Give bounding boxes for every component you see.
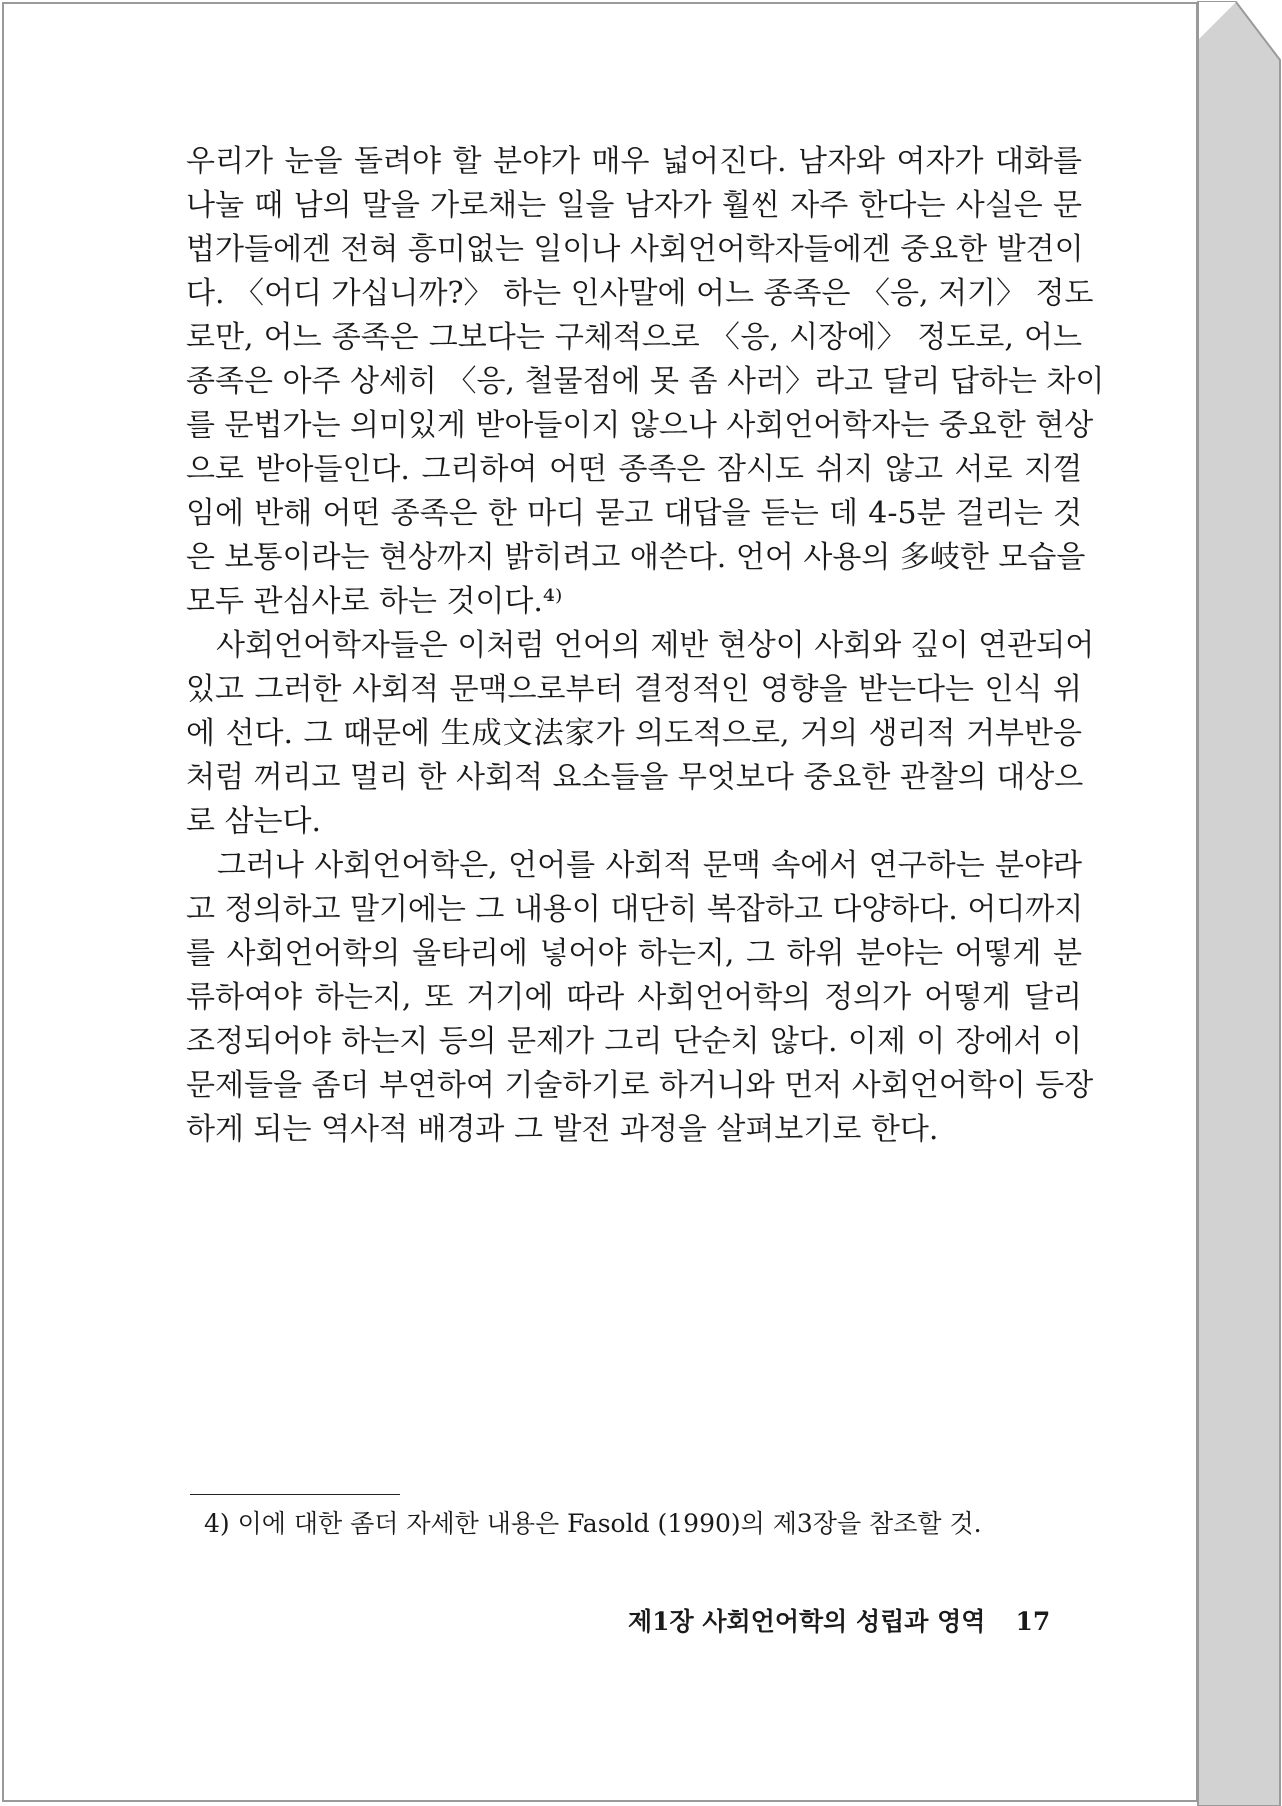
- text-line: 를 문법가는 의미있게 받아들이지 않으나 사회언어학자는 중요한 현상: [186, 408, 1094, 443]
- text-line: 를 사회언어학의 울타리에 넣어야 하는지, 그 하위 분야는 어떻게 분: [186, 936, 1082, 971]
- footnote-divider: [190, 1494, 400, 1495]
- text-line: 하게 되는 역사적 배경과 그 발전 과정을 살펴보기로 한다.: [186, 1112, 939, 1147]
- text-line: 로 삼는다.: [186, 804, 321, 839]
- body-text: [186, 140, 1105, 1152]
- text-line: 종족은 아주 상세히 〈응, 철물점에 못 좀 사러〉라고 달리 답하는 차이: [186, 364, 1105, 399]
- paragraph-1: [186, 140, 1105, 624]
- text-line: 로만, 어느 종족은 그보다는 구체적으로 〈응, 시장에〉 정도로, 어느: [186, 320, 1082, 355]
- text-line: 에 선다. 그 때문에 生成文法家가 의도적으로, 거의 생리적 거부반응: [186, 716, 1082, 751]
- text-line: 문제들을 좀더 부연하여 기술하기로 하거니와 먼저 사회언어학이 등장: [186, 1068, 1094, 1103]
- text-line: 은 보통이라는 현상까지 밝히려고 애쓴다. 언어 사용의 多岐한 모습을: [186, 540, 1086, 575]
- text-line: 있고 그러한 사회적 문맥으로부터 결정적인 영향을 받는다는 인식 위: [186, 672, 1082, 707]
- text-line: 조정되어야 하는지 등의 문제가 그리 단순치 않다. 이제 이 장에서 이: [186, 1024, 1082, 1059]
- text-line: 모두 관심사로 하는 것이다.⁴⁾: [186, 584, 563, 619]
- page-number: 17: [1015, 1607, 1051, 1636]
- running-footer: [628, 1602, 1050, 1642]
- footnote: 4) 이에 대한 좀더 자세한 내용은 Fasold (1990)의 제3장을 참조할 것.: [204, 1509, 982, 1538]
- text-line: 임에 반해 어떤 종족은 한 마디 묻고 대답을 듣는 데 4-5분 걸리는 것: [186, 496, 1082, 531]
- text-line: 다. 〈어디 가십니까?〉 하는 인사말에 어느 종족은 〈응, 저기〉 정도: [186, 276, 1094, 311]
- text-line: 법가들에겐 전혀 흥미없는 일이나 사회언어학자들에겐 중요한 발견이: [186, 232, 1084, 267]
- text-line: 그러나 사회언어학은, 언어를 사회적 문맥 속에서 연구하는 분야라: [186, 848, 1082, 883]
- text-line: 고 정의하고 말기에는 그 내용이 대단히 복잡하고 다양하다. 어디까지: [186, 892, 1084, 927]
- text-line: 사회언어학자들은 이처럼 언어의 제반 현상이 사회와 깊이 연관되어: [186, 628, 1095, 663]
- text-line: 나눌 때 남의 말을 가로채는 일을 남자가 훨씬 자주 한다는 사실은 문: [186, 188, 1082, 223]
- text-line: 처럼 꺼리고 멀리 한 사회적 요소들을 무엇보다 중요한 관찰의 대상으: [186, 760, 1084, 795]
- text-line: 우리가 눈을 돌려야 할 분야가 매우 넓어진다. 남자와 여자가 대화를: [186, 144, 1082, 179]
- paragraph-3: [186, 844, 1094, 1152]
- chapter-title: 제1장 사회언어학의 성립과 영역: [628, 1607, 986, 1636]
- text-line: 으로 받아들인다. 그리하여 어떤 종족은 잠시도 쉬지 않고 서로 지껄: [186, 452, 1082, 487]
- text-line: 류하여야 하는지, 또 거기에 따라 사회언어학의 정의가 어떻게 달리: [186, 980, 1082, 1015]
- paragraph-2: [186, 624, 1095, 844]
